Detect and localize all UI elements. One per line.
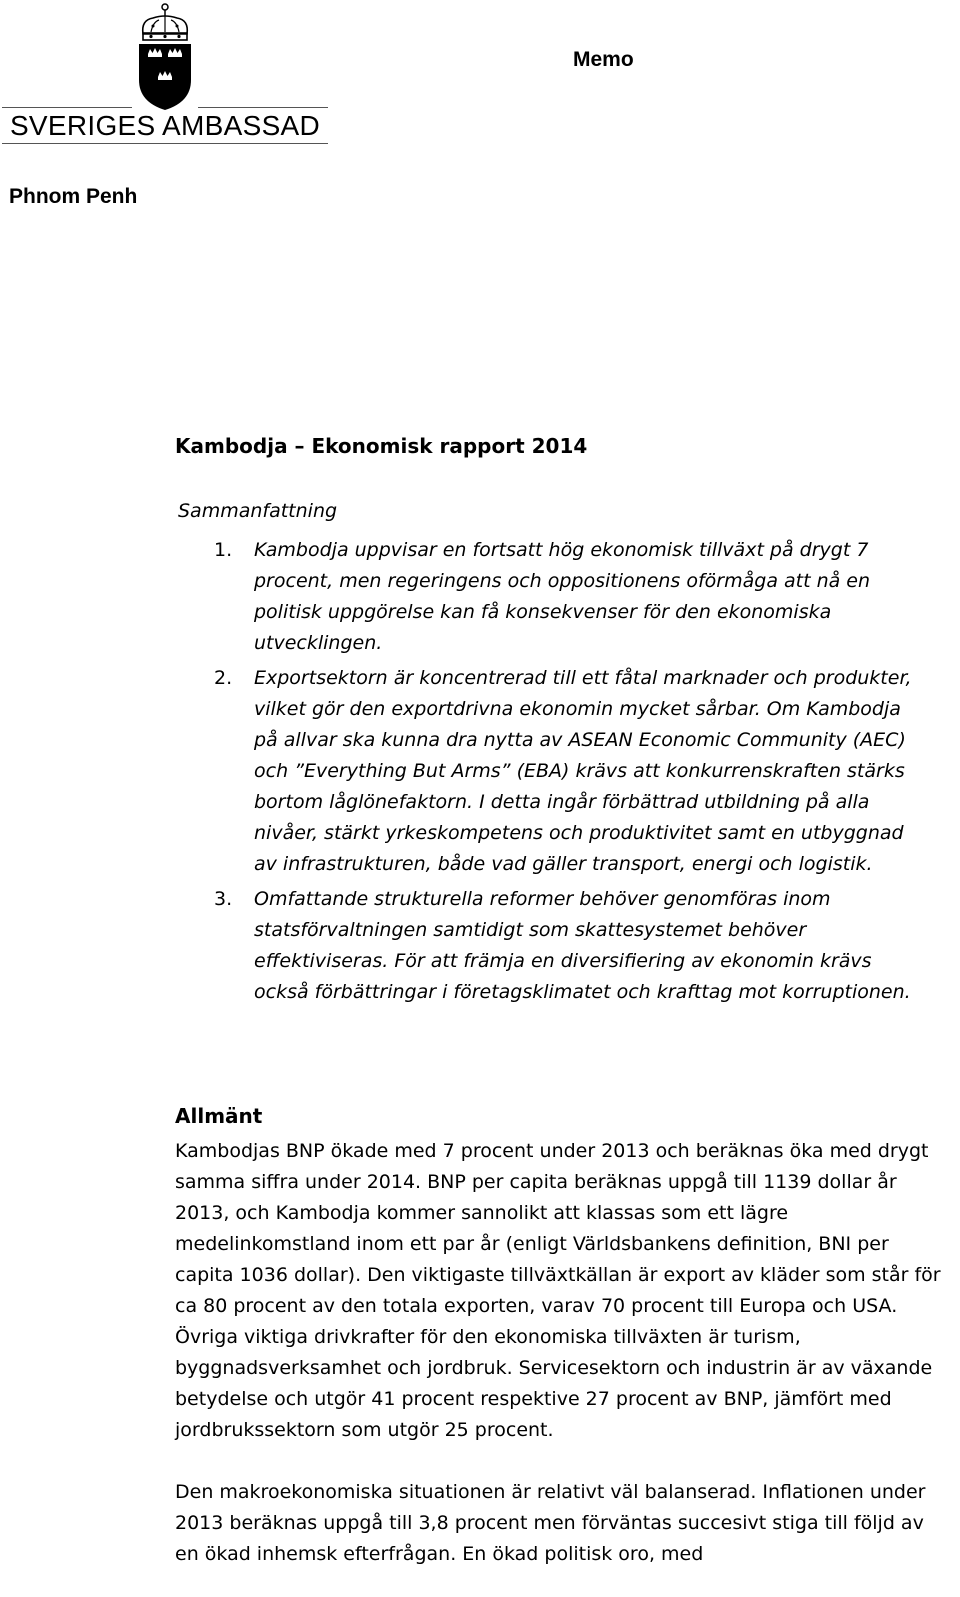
summary-item bbox=[214, 535, 924, 659]
paragraph-text: Den makroekonomiska situationen är relativt väl balanserad. Inflationen under 2013 beräknas uppgå till 3,8 procent men förväntas succesivt stiga till följd av en ökad inhemsk efterfrågan. En ökad politisk oro, med bbox=[175, 1481, 926, 1565]
logo-divider bbox=[198, 107, 328, 108]
city-label: Phnom Penh bbox=[9, 185, 138, 208]
royal-crest-icon bbox=[133, 2, 197, 112]
summary-heading: Sammanfattning bbox=[178, 500, 338, 522]
body-paragraph bbox=[175, 1477, 935, 1570]
summary-item-number: 1. bbox=[214, 539, 233, 561]
summary-list bbox=[214, 535, 924, 1012]
document-title: Kambodja – Ekonomisk rapport 2014 bbox=[175, 434, 588, 458]
summary-item bbox=[214, 884, 924, 1008]
summary-item bbox=[214, 663, 924, 880]
summary-item-text: Omfattande strukturella reformer behöver genomföras inom statsförvaltningen samtidigt som skattesystemet behöver effektiviseras. För att främja en diversifiering av ekonomin krävs också förbättringar i företagsklimatet och krafttag mot korruptionen. bbox=[254, 888, 911, 1003]
embassy-logo bbox=[0, 0, 330, 150]
body-paragraph bbox=[175, 1136, 945, 1446]
logo-underline bbox=[2, 143, 328, 144]
summary-item-number: 3. bbox=[214, 888, 233, 910]
summary-item-text: Kambodja uppvisar en fortsatt hög ekonomisk tillväxt på drygt 7 procent, men regeringens och oppositionens oförmåga att nå en politisk uppgörelse kan få konsekvenser för den ekonomiska utvecklingen. bbox=[254, 539, 871, 654]
summary-item-number: 2. bbox=[214, 667, 233, 689]
logo-divider bbox=[2, 107, 132, 108]
summary-item-text: Exportsektorn är koncentrerad till ett fåtal marknader och produkter, vilket gör den exportdrivna ekonomin mycket sårbar. Om Kambodja på allvar ska kunna dra nytta av ASEAN Economic Community (AEC) och ”Everything But Arms” (EBA) krävs att konkurrenskraften stärks bortom låglönefaktorn. I detta ingår förbättrad utbildning på alla nivåer, stärkt yrkeskompetens och produktivitet samt en utbyggnad av infrastrukturen, både vad gäller transport, energi och logistik. bbox=[254, 667, 912, 875]
paragraph-text: Kambodjas BNP ökade med 7 procent under 2013 och beräknas öka med drygt samma siffra under 2014. BNP per capita beräknas uppgå till 1139 dollar år 2013, och Kambodja kommer sannolikt att klassas som ett lägre medelinkomstland inom ett par år (enligt Världsbankens definition, BNI per capita 1036 dollar). Den viktigaste tillväxtkällan är export av kläder som står för ca 80 procent av den totala exporten, varav 70 procent till Europa och USA. Övriga viktiga drivkrafter för den ekonomiska tillväxten är turism, byggnadsverksamhet och jordbruk. Servicesektorn och industrin är av växande betydelse och utgör 41 procent respektive 27 procent av BNP, jämfört med jordbrukssektorn som utgör 25 procent. bbox=[175, 1140, 941, 1441]
memo-label: Memo bbox=[573, 48, 634, 71]
section-heading: Allmänt bbox=[175, 1104, 263, 1128]
embassy-name: SVERIGES AMBASSAD bbox=[9, 110, 321, 141]
